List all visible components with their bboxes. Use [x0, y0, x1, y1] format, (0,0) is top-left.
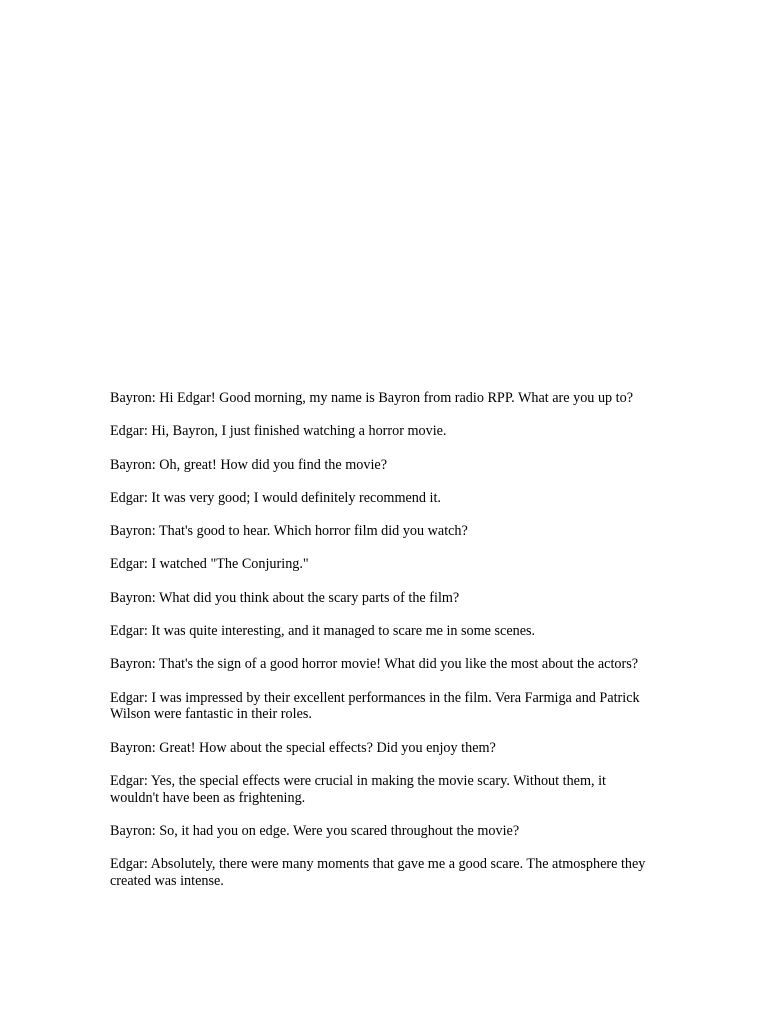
dialogue-line: Edgar: I watched "The Conjuring." — [110, 556, 309, 573]
dialogue-line: Bayron: Hi Edgar! Good morning, my name is Bayron from radio RPP. What are you up to? — [110, 390, 634, 406]
dialogue-line: Edgar: Yes, the special effects were crucial in making the movie scary. Without them, it wouldn't have been as frightening. — [110, 773, 606, 806]
dialogue-line: Edgar: Absolutely, there were many moments that gave me a good scare. The atmosphere they created was intense. — [110, 856, 646, 890]
dialogue-line: Edgar: It was very good; I would definitely recommend it. — [110, 489, 441, 506]
dialogue-line: Edgar: I was impressed by their excellent performances in the film. Vera Farmiga and Patrick Wilson were fantastic in their roles. — [110, 689, 640, 723]
dialogue-line: Bayron: Oh, great! How did you find the movie? — [110, 456, 387, 473]
dialogue-body — [110, 390, 658, 907]
dialogue-line: Bayron: That's good to hear. Which horror film did you watch? — [110, 523, 468, 540]
dialogue-line: Edgar: Hi, Bayron, I just finished watching a horror movie. — [110, 423, 447, 440]
dialogue-line: Bayron: So, it had you on edge. Were you scared throughout the movie? — [110, 823, 520, 840]
dialogue-line: Bayron: What did you think about the scary parts of the film? — [110, 589, 460, 606]
dialogue-line: Bayron: Great! How about the special effects? Did you enjoy them? — [110, 739, 496, 756]
dialogue-line: Edgar: It was quite interesting, and it managed to scare me in some scenes. — [110, 623, 536, 640]
dialogue-line: Bayron: That's the sign of a good horror movie! What did you like the most about the actors? — [110, 656, 639, 673]
